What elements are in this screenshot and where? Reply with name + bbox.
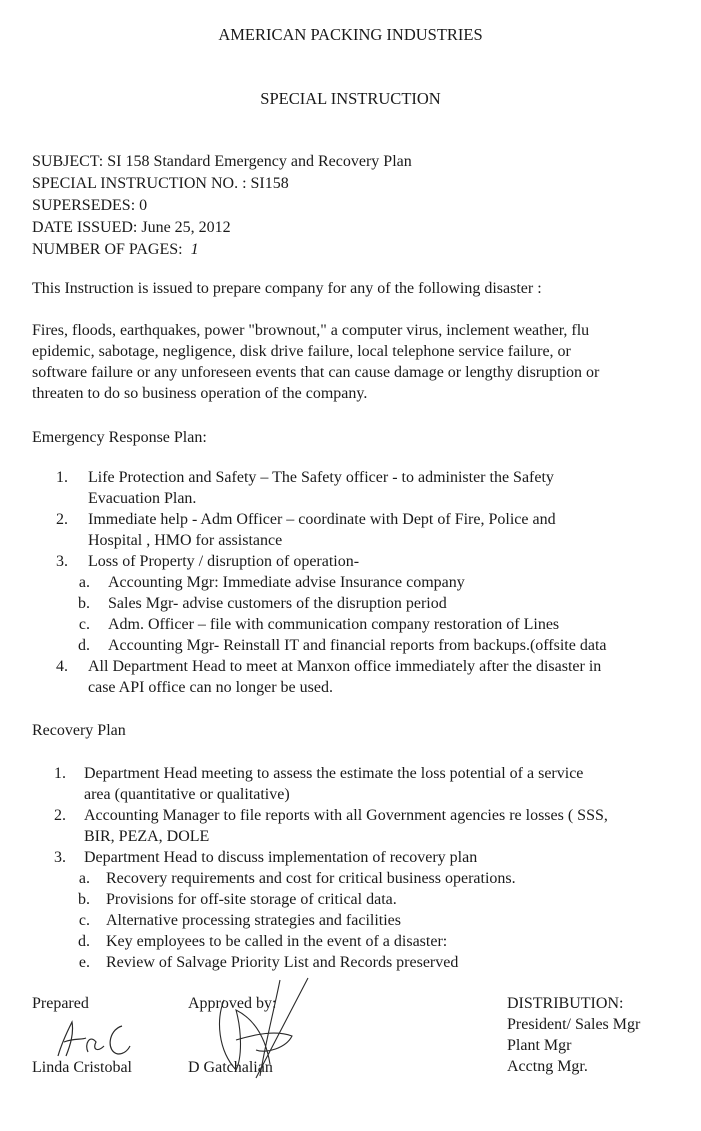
sub-letter: c. bbox=[78, 616, 90, 633]
item-line: BIR, PEZA, DOLE bbox=[84, 828, 210, 845]
supersedes-line: SUPERSEDES: 0 bbox=[32, 197, 148, 214]
intro-paragraph: This Instruction is issued to prepare company for any of the following disaster : bbox=[32, 280, 542, 297]
list-item bbox=[0, 805, 701, 847]
item-line: Immediate help - Adm Officer – coordinate with Dept of Fire, Police and bbox=[88, 511, 556, 528]
sub-letter: b. bbox=[78, 595, 90, 612]
disaster-line: Fires, floods, earthquakes, power "brownout," a computer virus, inclement weather, flu bbox=[32, 322, 590, 339]
disaster-line: threaten to do so business operation of the company. bbox=[32, 385, 368, 402]
pages-line bbox=[32, 239, 412, 261]
item-line: Department Head meeting to assess the estimate the loss potential of a service bbox=[84, 765, 584, 782]
sub-text: Sales Mgr- advise customers of the disruption period bbox=[108, 595, 447, 612]
sub-item bbox=[70, 868, 516, 889]
item-line: case API office can no longer be used. bbox=[88, 679, 333, 696]
list-item bbox=[0, 847, 701, 973]
sub-letter: e. bbox=[78, 954, 90, 971]
header-block bbox=[32, 151, 412, 261]
list-item bbox=[0, 509, 701, 551]
item-line: Life Protection and Safety – The Safety officer - to administer the Safety bbox=[88, 469, 554, 486]
sub-text: Provisions for off-site storage of critical data. bbox=[106, 891, 397, 908]
sub-letter: b. bbox=[78, 891, 90, 908]
item-text bbox=[88, 656, 601, 698]
distribution-label: DISTRIBUTION: bbox=[507, 995, 624, 1012]
sub-text: Adm. Officer – file with communication company restoration of Lines bbox=[108, 616, 560, 633]
item-line: Evacuation Plan. bbox=[88, 490, 197, 507]
distribution-block bbox=[507, 993, 640, 1077]
list-item bbox=[0, 656, 701, 698]
distribution-item: Acctng Mgr. bbox=[507, 1058, 588, 1075]
item-line: Hospital , HMO for assistance bbox=[88, 532, 283, 549]
prepared-label: Prepared bbox=[32, 995, 89, 1012]
distribution-item: Plant Mgr bbox=[507, 1037, 572, 1054]
sub-letter: d. bbox=[78, 637, 90, 654]
item-text bbox=[88, 467, 554, 509]
sub-list bbox=[70, 572, 607, 656]
sub-item bbox=[70, 635, 607, 656]
disaster-line: software failure or any unforeseen events that can cause damage or lengthy disruption or bbox=[32, 364, 600, 381]
item-number: 3. bbox=[56, 553, 68, 570]
recovery-heading: Recovery Plan bbox=[32, 722, 126, 739]
sub-text: Recovery requirements and cost for critical business operations. bbox=[106, 870, 516, 887]
item-text bbox=[88, 509, 556, 551]
list-item bbox=[0, 763, 701, 805]
item-text bbox=[88, 551, 359, 572]
sub-item bbox=[70, 889, 516, 910]
approved-label: Approved by: bbox=[188, 995, 277, 1012]
emergency-heading: Emergency Response Plan: bbox=[32, 429, 207, 446]
approved-signature-icon bbox=[196, 960, 326, 1090]
sub-text: Review of Salvage Priority List and Records preserved bbox=[106, 954, 459, 971]
disaster-line: epidemic, sabotage, negligence, disk drive failure, local telephone service failure, or bbox=[32, 343, 571, 360]
sub-item bbox=[70, 572, 607, 593]
list-item bbox=[0, 467, 701, 509]
sub-letter: a. bbox=[78, 870, 90, 887]
sub-text: Key employees to be called in the event of a disaster: bbox=[106, 933, 448, 950]
subject-line: SUBJECT: SI 158 Standard Emergency and Recovery Plan bbox=[32, 153, 412, 170]
item-line: area (quantitative or qualitative) bbox=[84, 786, 290, 803]
instruction-number: SPECIAL INSTRUCTION NO. : SI158 bbox=[32, 175, 289, 192]
item-text bbox=[84, 763, 583, 805]
emergency-list bbox=[0, 467, 701, 698]
distribution-item: President/ Sales Mgr bbox=[507, 1016, 641, 1033]
item-line: Loss of Property / disruption of operation- bbox=[88, 553, 360, 570]
item-line: Department Head to discuss implementation of recovery plan bbox=[84, 849, 478, 866]
item-line: Accounting Manager to file reports with all Government agencies re losses ( SSS, bbox=[84, 807, 608, 824]
sub-letter: d. bbox=[78, 933, 90, 950]
item-text bbox=[84, 805, 608, 847]
sub-item bbox=[70, 614, 607, 635]
sub-item bbox=[70, 931, 516, 952]
sub-text: Alternative processing strategies and facilities bbox=[106, 912, 402, 929]
item-number: 1. bbox=[54, 765, 66, 782]
sub-list bbox=[70, 868, 516, 973]
item-text bbox=[84, 847, 477, 868]
date-issued: DATE ISSUED: June 25, 2012 bbox=[32, 219, 231, 236]
item-number: 2. bbox=[54, 807, 66, 824]
item-number: 4. bbox=[56, 658, 68, 675]
sub-item bbox=[70, 910, 516, 931]
sub-text: Accounting Mgr- Reinstall IT and financial reports from backups.(offsite data bbox=[108, 637, 607, 654]
sub-text: Accounting Mgr: Immediate advise Insurance company bbox=[108, 574, 465, 591]
approved-name: D Gatchalian bbox=[188, 1059, 273, 1076]
recovery-list bbox=[0, 763, 701, 973]
pages-value: 1 bbox=[190, 241, 199, 258]
sub-item bbox=[70, 593, 607, 614]
pages-label: NUMBER OF PAGES: bbox=[32, 241, 183, 258]
document-title: SPECIAL INSTRUCTION bbox=[260, 89, 441, 108]
company-name: AMERICAN PACKING INDUSTRIES bbox=[218, 25, 483, 44]
prepared-name: Linda Cristobal bbox=[32, 1059, 132, 1076]
prepared-signature-icon bbox=[44, 1012, 134, 1062]
list-item bbox=[0, 551, 701, 656]
disaster-paragraph bbox=[32, 320, 672, 404]
item-number: 1. bbox=[56, 469, 68, 486]
sub-letter: a. bbox=[78, 574, 90, 591]
item-number: 2. bbox=[56, 511, 68, 528]
sub-letter: c. bbox=[78, 912, 90, 929]
item-line: All Department Head to meet at Manxon office immediately after the disaster in bbox=[88, 658, 602, 675]
item-number: 3. bbox=[54, 849, 66, 866]
